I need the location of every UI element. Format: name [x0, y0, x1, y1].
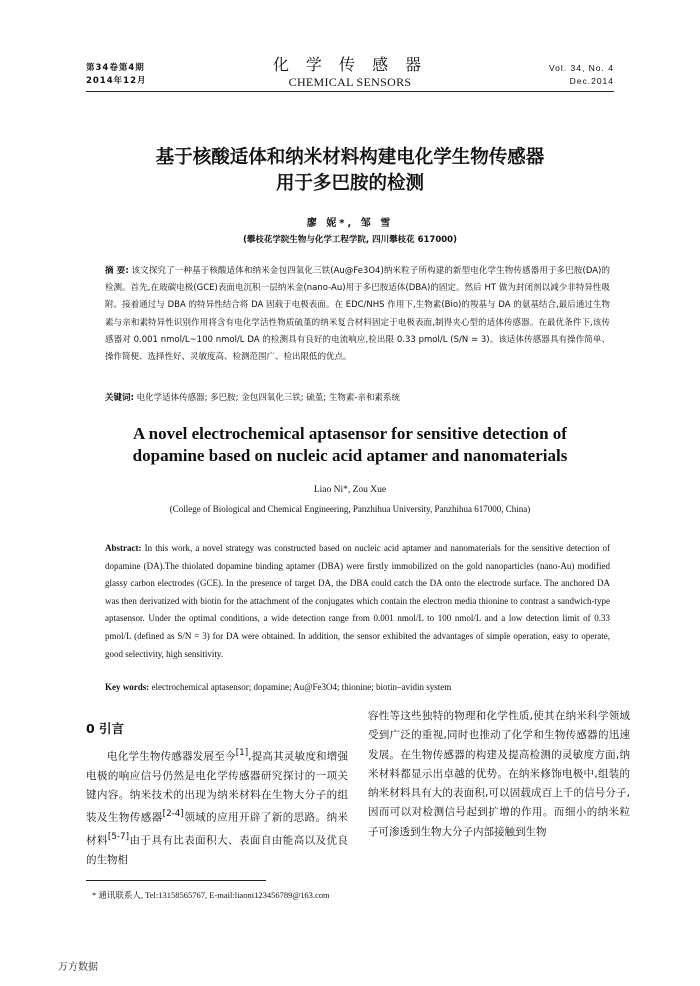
body-paragraph-right: 容性等这些独特的物理和化学性质,使其在纳米科学领域受到广泛的重视,同时也推动了化学和生物传感器的迅速发展。在生物传感器的构建及提高检测的灵敏度方面,纳米材料都显示出卓越的优势。在纳米修饰电极中,组装的纳米材料具有大的表面积,可以固载成百上千的信号分子,因而可以对检测信号起到扩增的作用。而细小的纳米粒子可渗透到生物大分子内部接触到生物: [368, 710, 630, 838]
body-column-left: [86, 710, 348, 870]
date-cn: 2014年12月: [86, 76, 147, 86]
date-en: Dec.2014: [569, 76, 614, 86]
footnote: * 通讯联系人, Tel:13158565767, E-mail:liaoni123456789@163.com: [92, 890, 330, 900]
abstract-cn: [105, 263, 610, 366]
citation-ref[interactable]: [2-4]: [162, 809, 184, 820]
journal-name-en: CHEMICAL SENSORS: [288, 75, 412, 89]
abstract-en-label: Abstract:: [105, 543, 142, 553]
body-text: 电化学生物传感器发展至今: [107, 750, 236, 763]
keywords-en: [105, 680, 610, 694]
title-cn-line1: 基于核酸适体和纳米材料构建电化学生物传感器: [155, 147, 545, 168]
affiliation-en: (College of Biological and Chemical Engineering, Panzhihua University, Panzhihua 617000, China): [169, 504, 531, 514]
citation-ref[interactable]: [5-7]: [107, 832, 130, 843]
body-text: ,提高其灵敏度和增强电极的响应信号仍然是电化学传感器研究探讨的一项关键内容。纳米技术的出现为纳米材料在生物大分子的组装及生物传感器: [86, 750, 348, 824]
watermark: 万方数据: [58, 962, 98, 973]
keywords-cn-label: 关键词:: [105, 393, 134, 403]
header-rule: [86, 91, 614, 92]
authors-en: Liao Ni*, Zou Xue: [313, 485, 387, 495]
body-text: 由于具有比表面积大、表面自由能高以及优良的生物相: [86, 834, 349, 866]
keywords-cn: [105, 391, 610, 406]
title-en-line1: A novel electrochemical aptasensor for sensitive detection of: [133, 424, 567, 443]
affiliation-cn: (攀枝花学院生物与化学工程学院, 四川攀枝花 617000): [243, 235, 457, 245]
abstract-en: [105, 540, 610, 663]
journal-name-cn: 化 学 传 感 器: [272, 55, 428, 74]
abstract-cn-label: 摘 要:: [105, 266, 129, 276]
title-en-line2: dopamine based on nucleic acid aptamer and nanomaterials: [132, 446, 568, 465]
abstract-en-text: In this work, a novel strategy was constructed based on nucleic acid aptamer and nanomaterials for the sensitive detection of dopamine (DA).The thiolated dopamine binding aptamer (DBA) were firstly immobilized on the gold nanoparticles (nano-Au) modified glassy carbon electrodes (GCE). In the presence of target DA, the DBA could catch the DA onto the electrode surface. The anchored DA was then derivatized with biotin for the attachment of the conjugates which contain the electron media thionine to contrast a sandwich-type aptasensor. Under the optimal conditions, a wide detection range from 0.001 nmol/L to 100 nmol/L and a low detection limit of 0.33 pmol/L (defined as S/N = 3) for DA were obtained. In addition, the sensor exhibited the advantages of simple operation, easy to operate, good selectivity, high sensitivity.: [105, 543, 610, 659]
keywords-cn-text: 电化学适体传感器; 多巴胺; 金包四氧化三铁; 硫堇; 生物素-亲和素系统: [136, 393, 400, 403]
footnote-rule: [86, 880, 266, 881]
citation-ref[interactable]: [1]: [235, 748, 249, 758]
body-text: 领域的应用开辟了新的思路。纳米材料: [86, 811, 349, 847]
title-cn: [0, 145, 700, 197]
header-right: [549, 62, 614, 88]
abstract-cn-text: 该文探究了一种基于核酸适体和纳米金包四氧化三铁(Au@Fe3O4)纳米粒子所构建的新型电化学生物传感器用于多巴胺(DA)的检测。首先,在玻碳电极(GCE)表面电沉积一层纳米金(nano-Au)用于多巴胺适体(DBA)的固定。然后 HT 做为封闭剂以减少非特异性吸附。接着通过与 DBA 的特异性结合将 DA 固载于电极表面。在 EDC/NHS 作用下,生物素(Bio)的羧基与 DA 的氨基结合,最后通过生物素与亲和素特异性识别作用将含有电化学活性物质硫堇的纳米复合材料固定于电极表面,制得夹心型的适体传感器。在最优条件下,该传感器对 0.001 nmol/L~100 nmol/L DA 的检测具有良好的电流响应,检出限 0.33 pmol/L (S/N = 3)。该适体传感器具有操作简单、操作简便、选择性好、灵敏度高、检测范围广、检出限低的优点。: [105, 266, 611, 363]
volume-en: Vol. 34, No. 4: [548, 63, 614, 73]
title-cn-line2: 用于多巴胺的检测: [275, 173, 424, 194]
title-en: [0, 423, 700, 467]
keywords-en-text: electrochemical aptasensor; dopamine; Au@Fe3O4; thionine; biotin–avidin system: [151, 682, 452, 692]
body-column-right: [368, 707, 630, 842]
body-paragraph-left: [86, 744, 348, 870]
volume-cn: 第34卷第4期: [86, 63, 145, 73]
section-heading: 0 引言: [86, 721, 125, 736]
keywords-en-label: Key words:: [105, 682, 150, 692]
authors-cn: 廖 妮*, 邹 雪: [306, 218, 394, 229]
